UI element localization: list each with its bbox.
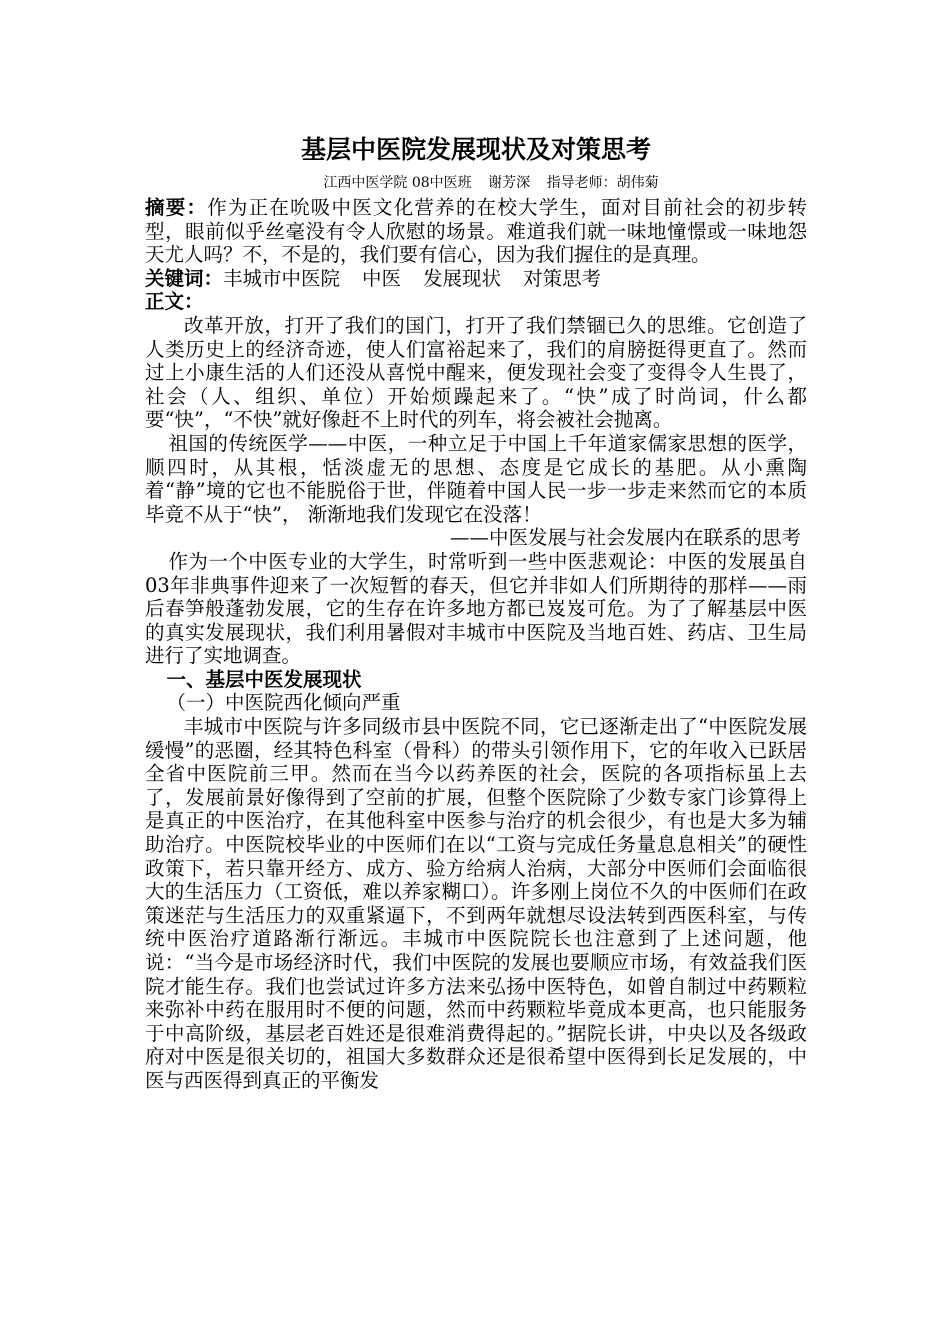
paragraph-3: 作为一个中医专业的大学生，时常听到一些中医悲观论：中医的发展虽自03年非典事件迎来了一次短暂的春天，但它并非如人们所期待的那样——雨后春笋般蓬勃发展，它的生存在许多地方都已岌岌可危。为了了解基层中医的真实发展现状，我们利用暑假对丰城市中医院及当地百姓、药店、卫生局进行了实地调查。 [145, 549, 807, 668]
subsection-heading-1: （一）中医院西化倾向严重 [166, 691, 401, 715]
paragraph-1: 改革开放，打开了我们的国门，打开了我们禁锢已久的思维。它创造了人类历史上的经济奇迹，使人们富裕起来了，我们的肩膀挺得更直了。然而过上小康生活的人们还没从喜悦中醒来，便发现社会变了变得令人生畏了，社会（人、组织、单位）开始烦躁起来了。“快”成了时尚词，什么都要“快”，“不快”就好像赶不上时代的列车，将会被社会抛离。 [145, 313, 807, 432]
keyword-item: 丰城市中医院 [223, 266, 341, 290]
body-label: 正文： [145, 290, 204, 314]
paragraph-2: 祖国的传统医学——中医，一种立足于中国上千年道家儒家思想的医学，顺四时，从其根，恬淡虚无的思想、态度是它成长的基肥。从小熏陶着“静”境的它也不能脱俗于世，伴随着中国人民一步一步走来然而它的本质毕竟不从于“快”， 渐渐地我们发现它在没落！ [145, 431, 807, 526]
paragraph-4: 丰城市中医院与许多同级市县中医院不同，它已逐渐走出了“中医院发展缓慢”的恶圈，经其特色科室（骨科）的带头引领作用下，它的年收入已跃居全省中医院前三甲。然而在当今以药养医的社会，医院的各项指标虽上去了，发展前景好像得到了空前的扩展，但整个医院除了少数专家门诊算得上是真正的中医治疗，在其他科室中医参与治疗的机会很少，有也是大多为辅助治疗。中医院校毕业的中医师们在以“工资与完成任务量息息相关”的硬性政策下，若只靠开经方、成方、验方给病人治病，大部分中医师们会面临很大的生活压力（工资低，难以养家糊口）。许多刚上岗位不久的中医师们在政策迷茫与生活压力的双重紧逼下，不到两年就想尽设法转到西医科室，与传统中医治疗道路渐行渐远。丰城市中医院院长也注意到了上述问题，他说：“当今是市场经济时代，我们中医院的发展也要顺应市场，有效益我们医院才能生存。我们也尝试过许多方法来弘扬中医特色，如曾自制过中药颗粒来弥补中药在服用时不便的问题，然而中药颗粒毕竟成本更高，也只能服务于中高阶级，基层老百姓还是很难消费得起的。”据院长讲，中央以及各级政府对中医是很关切的，祖国大多数群众还是很希望中医得到长足发展的，中医与西医得到真正的平衡发 [145, 715, 807, 1092]
section-heading-1: 一、基层中医发展现状 [166, 667, 362, 691]
paragraph-2-signature: ——中医发展与社会发展内在联系的思考 [449, 526, 801, 550]
keywords [145, 267, 807, 291]
byline-school: 江西中医学院 08中医班 [323, 175, 472, 191]
byline-author: 谢芳深 [488, 175, 531, 191]
keyword-item: 发展现状 [423, 266, 502, 290]
document-title: 基层中医院发展现状及对策思考 [300, 135, 651, 164]
keyword-item: 对策思考 [523, 266, 602, 290]
keyword-item: 中医 [362, 266, 402, 290]
byline-advisor: 指导老师：胡伟菊 [546, 175, 659, 191]
abstract-text: 作为正在吮吸中医文化营养的在校大学生，面对目前社会的初步转型，眼前似乎丝毫没有令人欣慰的场景。难道我们就一味地憧憬或一味地怨天尤人吗？不，不是的，我们要有信心，因为我们握住的是真理。 [145, 196, 807, 267]
document-page [145, 130, 807, 1093]
keywords-label: 关键词： [145, 266, 224, 290]
abstract-label: 摘要： [145, 196, 208, 219]
abstract [145, 196, 807, 267]
byline [145, 170, 807, 196]
